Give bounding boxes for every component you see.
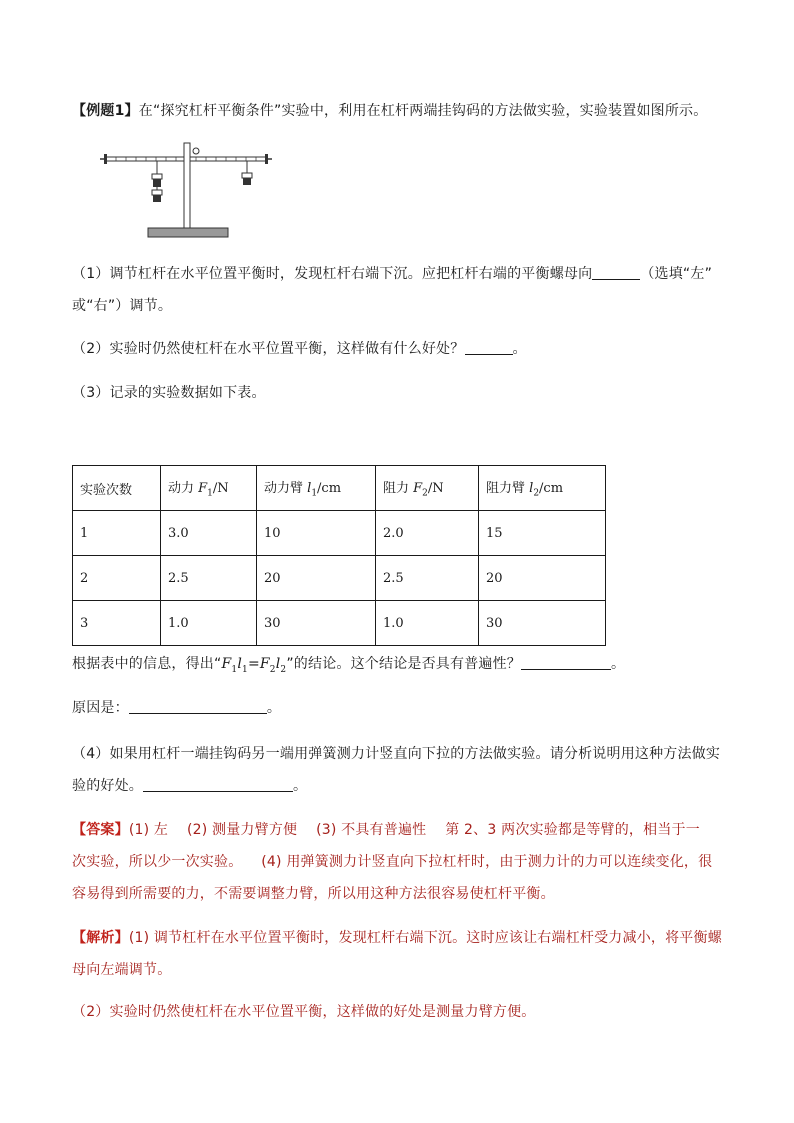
reason-text-a: 原因是：	[72, 700, 129, 716]
table-header-row	[73, 466, 606, 511]
table-cell: 20	[479, 556, 606, 601]
answer-line-1: (1) 左 (2) 测量力臂方便 (3) 不具有普遍性 第 2、3 两次实验都是等臂的，相当于一	[128, 822, 700, 838]
answer-section	[72, 814, 752, 910]
question-2-text-b: 。	[512, 341, 527, 357]
analysis-part-2	[72, 996, 752, 1028]
table-cell: 1	[73, 511, 161, 556]
table-header-cell: 实验次数	[73, 466, 161, 511]
table-cell: 3	[73, 601, 161, 646]
question-4-text-c: 。	[293, 778, 308, 794]
table-cell: 1.0	[376, 601, 479, 646]
question-3	[72, 377, 722, 409]
right-balance-nut	[265, 154, 268, 164]
left-balance-nut	[104, 154, 107, 164]
question-4	[72, 738, 752, 802]
analysis-line-1: (1) 调节杠杆在水平位置平衡时，发现杠杆右端下沉。这时应该让右端杠杆受力减小，将平衡螺	[128, 930, 722, 946]
table-cell: 2	[73, 556, 161, 601]
question-4-text-a: （4）如果用杠杆一端挂钩码另一端用弹簧测力计竖直向下拉的方法做实验。请分析说明用这种方法做实	[72, 746, 721, 762]
analysis-line-2: 母向左端调节。	[72, 962, 172, 978]
conclusion-text-b: ”的结论。这个结论是否具有普遍性？	[286, 656, 522, 672]
reason-text-b: 。	[266, 700, 282, 716]
table-cell: 10	[257, 511, 376, 556]
table-cell: 2.5	[376, 556, 479, 601]
table-row	[73, 601, 606, 646]
reason-line	[72, 692, 722, 724]
lever-apparatus-diagram	[96, 140, 276, 242]
question-3-text: （3）记录的实验数据如下表。	[72, 385, 266, 401]
table-row	[73, 556, 606, 601]
example-tag: 【例题1】	[72, 103, 139, 119]
question-1-text-b: （选填“左”	[640, 266, 713, 282]
analysis-section	[72, 922, 752, 986]
pivot-indicator	[193, 148, 199, 154]
stand-base	[148, 228, 228, 237]
table-cell: 1.0	[161, 601, 257, 646]
table-cell: 15	[479, 511, 606, 556]
table-cell: 3.0	[161, 511, 257, 556]
answer-line-2: 次实验，所以少一次实验。 (4) 用弹簧测力计竖直向下拉杠杆时，由于测力计的力可以连续变化，很	[72, 854, 713, 870]
example-intro	[72, 95, 752, 127]
table-header-cell: 阻力臂 $l_2/cm$	[479, 466, 606, 511]
table-cell: 20	[257, 556, 376, 601]
answer-blank-2[interactable]	[465, 338, 513, 355]
answer-blank-1[interactable]	[592, 263, 640, 280]
conclusion-formula: $F_1l_1=F_2l_2$	[221, 656, 287, 675]
question-1-text-c: 或“右”）调节。	[72, 298, 173, 314]
conclusion-question	[72, 648, 722, 686]
experiment-data-table	[72, 465, 606, 646]
table-header-cell: 阻力 $F_2/N$	[376, 466, 479, 511]
table-cell: 2.5	[161, 556, 257, 601]
table-header-cell: 动力臂 $l_1/cm$	[257, 466, 376, 511]
question-4-text-b: 验的好处。	[72, 778, 143, 794]
answer-blank-4[interactable]	[129, 697, 267, 714]
answer-line-3: 容易得到所需要的力，不需要调整力臂，所以用这种方法很容易使杠杆平衡。	[72, 886, 555, 902]
example-intro-text: 在“探究杠杆平衡条件”实验中，利用在杠杆两端挂钩码的方法做实验，实验装置如图所示。	[138, 103, 708, 119]
conclusion-text-a: 根据表中的信息，得出“	[72, 656, 222, 672]
right-hook-weights	[242, 161, 252, 185]
table-row	[73, 511, 606, 556]
conclusion-text-c: 。	[611, 656, 626, 672]
table-cell: 30	[257, 601, 376, 646]
table-header-cell: 动力 $F_1/N$	[161, 466, 257, 511]
stand-pole	[184, 143, 190, 228]
table-cell: 2.0	[376, 511, 479, 556]
question-1	[72, 258, 752, 322]
answer-blank-3[interactable]	[521, 653, 611, 670]
left-hook-weights	[152, 161, 162, 202]
analysis-line-3: （2）实验时仍然使杠杆在水平位置平衡，这样做的好处是测量力臂方便。	[72, 1004, 536, 1020]
table-cell: 30	[479, 601, 606, 646]
question-2	[72, 333, 722, 365]
analysis-tag: 【解析】	[72, 930, 129, 946]
answer-tag: 【答案】	[72, 822, 129, 838]
question-1-text-a: （1）调节杠杆在水平位置平衡时，发现杠杆右端下沉。应把杠杆右端的平衡螺母向	[72, 266, 593, 282]
question-2-text-a: （2）实验时仍然使杠杆在水平位置平衡，这样做有什么好处？	[72, 341, 465, 357]
answer-blank-5[interactable]	[143, 775, 293, 792]
